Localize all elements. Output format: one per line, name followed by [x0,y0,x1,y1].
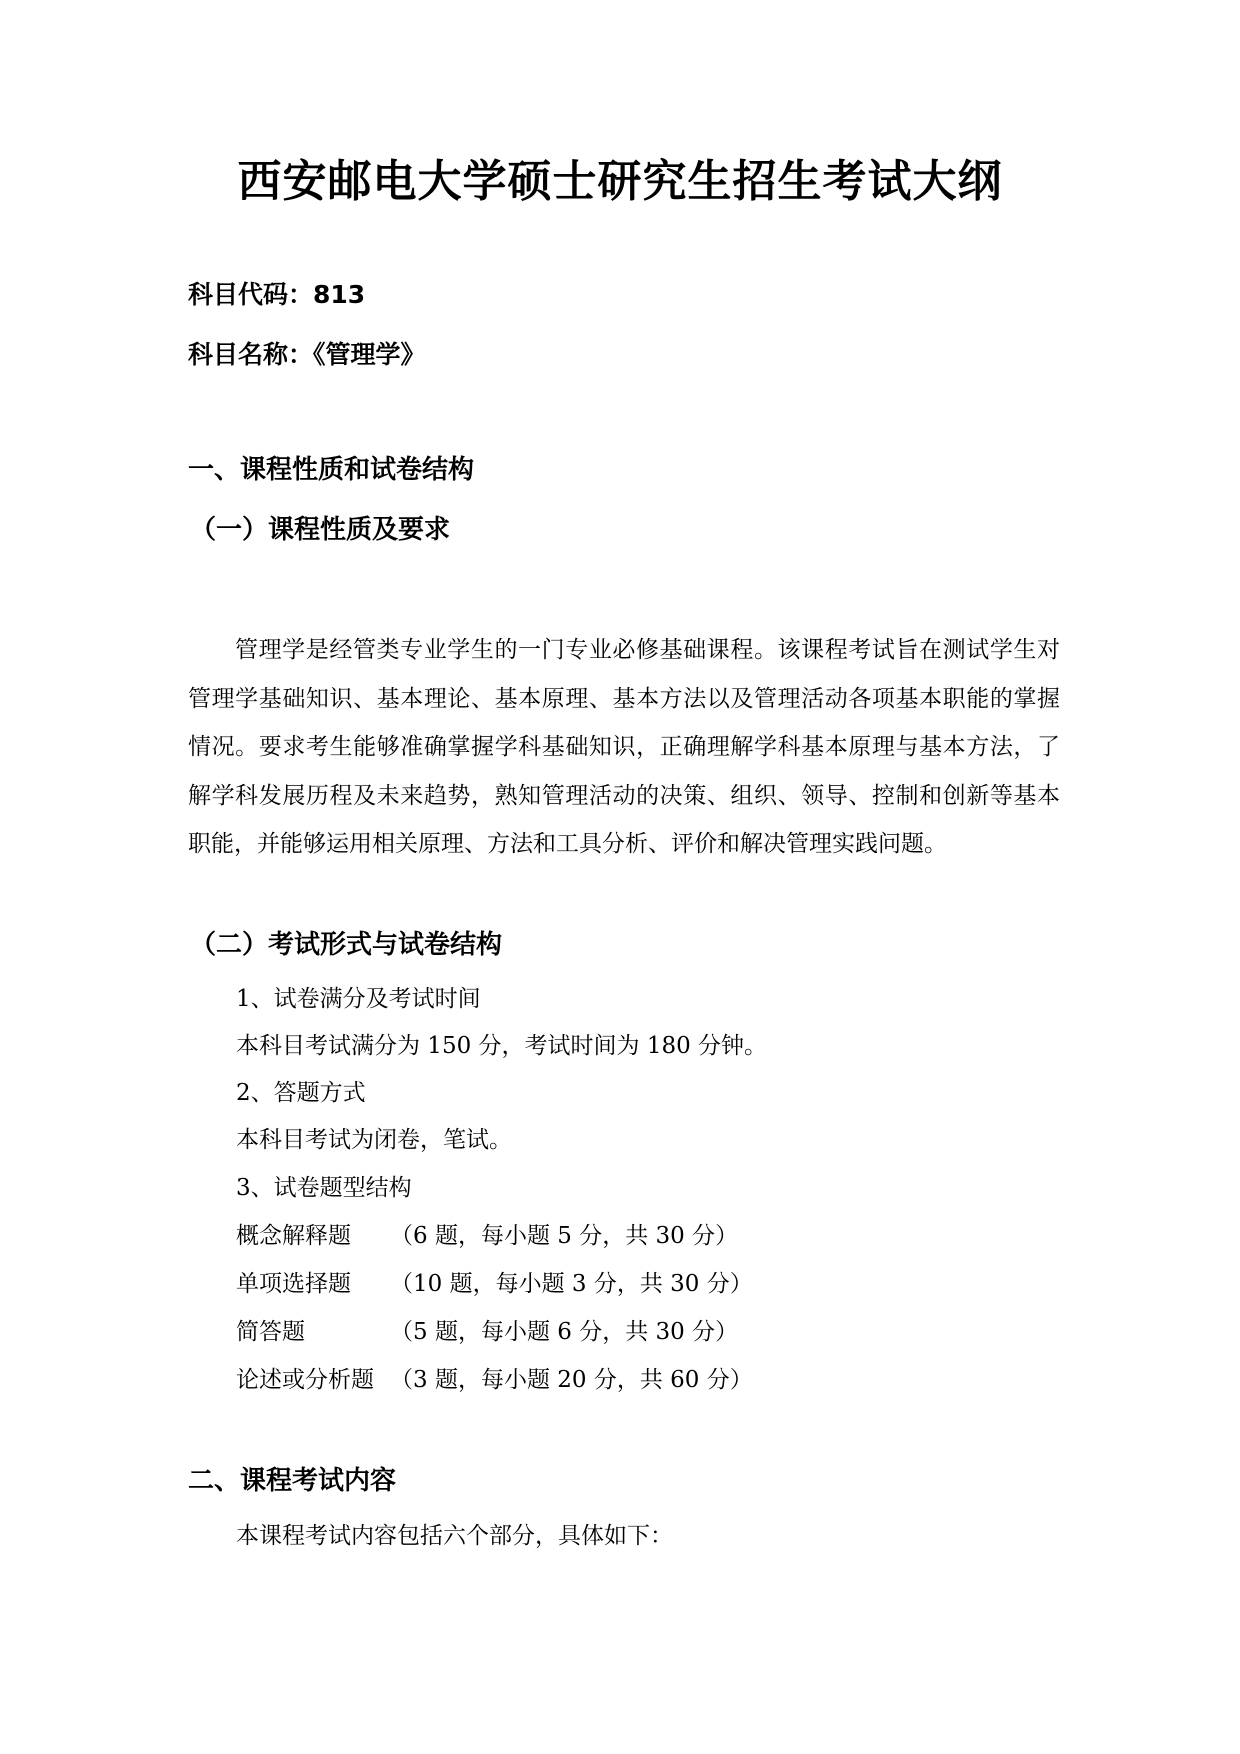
question-type-name: 论述或分析题 [236,1367,374,1393]
section-1-heading: 一、课程性质和试卷结构 [188,455,475,485]
item-2-text: 本科目考试为闭卷，笔试。 [236,1127,512,1153]
subsection-1-heading: （一）课程性质及要求 [190,515,451,545]
subsection-2-heading: （二）考试形式与试卷结构 [190,930,503,960]
subject-code: 科目代码：813 [188,280,366,309]
question-type-detail: （6 题，每小题 5 分，共 30 分） [390,1223,739,1249]
question-type-detail: （3 题，每小题 20 分，共 60 分） [390,1367,753,1393]
question-type-name: 概念解释题 [236,1223,351,1249]
section-2-heading: 二、课程考试内容 [188,1466,397,1496]
item-1-text: 本科目考试满分为 150 分，考试时间为 180 分钟。 [236,1033,768,1059]
question-type-detail: （10 题，每小题 3 分，共 30 分） [390,1271,753,1297]
question-type-row [236,1316,738,1348]
item-1-title: 1、试卷满分及考试时间 [236,986,481,1012]
course-nature-paragraph: 管理学是经管类专业学生的一门专业必修基础课程。该课程考试旨在测试学生对管理学基础知识、基本理论、基本原理、基本方法以及管理活动各项基本职能的掌握情况。要求考生能够准确掌握学科基础知识，正确理解学科基本原理与基本方法，了解学科发展历程及未来趋势，熟知管理活动的决策、组织、领导、控制和创新等基本职能，并能够运用相关原理、方法和工具分析、评价和解决管理实践问题。 [188,637,1060,857]
item-2-title: 2、答题方式 [236,1080,366,1106]
question-type-row [236,1268,753,1300]
document-title: 西安邮电大学硕士研究生招生考试大纲 [237,156,1003,207]
question-type-row [236,1220,738,1252]
subject-name: 科目名称：《管理学》 [188,340,426,369]
question-type-name: 简答题 [236,1319,305,1345]
question-type-detail: （5 题，每小题 6 分，共 30 分） [390,1319,739,1345]
section-2-intro: 本课程考试内容包括六个部分，具体如下： [236,1523,673,1549]
question-type-row [236,1364,753,1396]
item-3-title: 3、试卷题型结构 [236,1175,412,1201]
question-type-name: 单项选择题 [236,1271,351,1297]
